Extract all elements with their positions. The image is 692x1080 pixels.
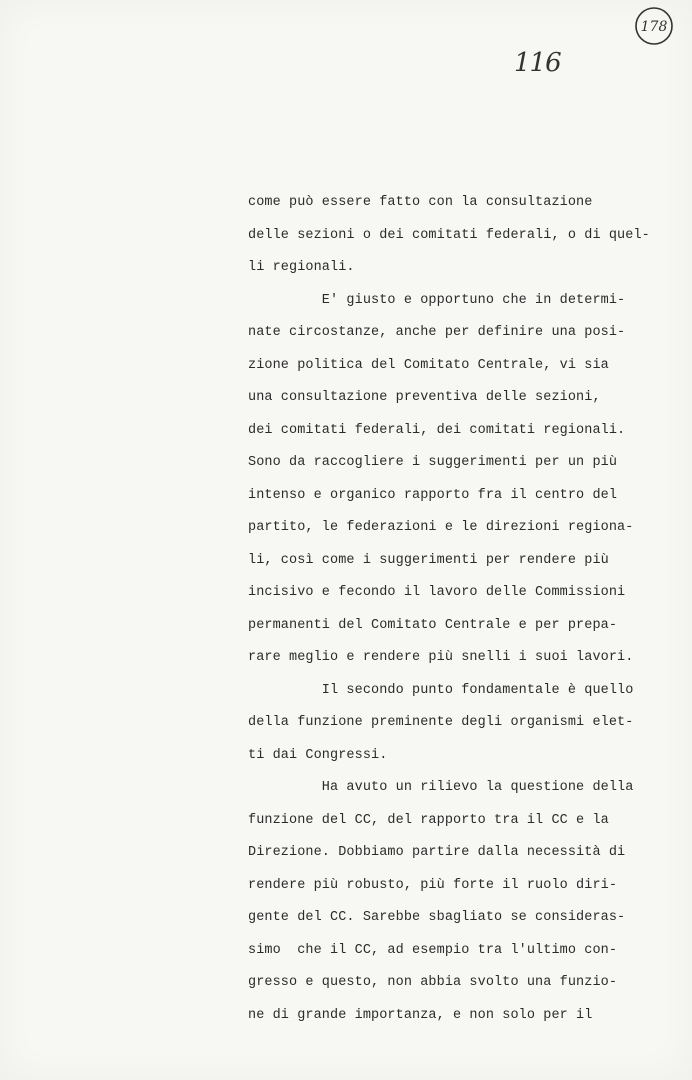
text-line: come può essere fatto con la consultazione bbox=[248, 195, 593, 210]
text-line: Ha avuto un rilievo la questione della bbox=[248, 780, 634, 795]
archive-stamp bbox=[632, 4, 676, 48]
text-line: simo che il CC, ad esempio tra l'ultimo con- bbox=[248, 942, 618, 958]
text-line: zione politica del Comitato Centrale, vi sia bbox=[248, 357, 609, 373]
text-line: E' giusto e opportuno che in determi- bbox=[248, 292, 626, 308]
handwritten-page-number: 116 bbox=[514, 48, 561, 78]
text-line: delle sezioni o dei comitati federali, o di quel- bbox=[248, 227, 650, 243]
text-line: Il secondo punto fondamentale è quello bbox=[248, 682, 634, 698]
text-line: funzione del CC, del rapporto tra il CC e la bbox=[248, 812, 609, 828]
text-line: li regionali. bbox=[248, 260, 355, 275]
stamp-number: 178 bbox=[640, 19, 668, 35]
text-line: Direzione. Dobbiamo partire dalla necessità di bbox=[248, 845, 626, 860]
text-line: della funzione preminente degli organismi elet- bbox=[248, 715, 634, 730]
text-line: intenso e organico rapporto fra il centro del bbox=[248, 487, 618, 503]
text-line: permanenti del Comitato Centrale e per prepa- bbox=[248, 617, 618, 633]
text-line: incisivo e fecondo il lavoro delle Commissioni bbox=[248, 585, 626, 600]
text-line: gente del CC. Sarebbe sbagliato se consideras- bbox=[248, 910, 626, 925]
text-line: rendere più robusto, più forte il ruolo diri- bbox=[248, 877, 618, 893]
text-line: li, così come i suggerimenti per rendere più bbox=[248, 552, 609, 568]
text-line: Sono da raccogliere i suggerimenti per un più bbox=[248, 455, 618, 470]
text-line: nate circostanze, anche per definire una posi- bbox=[248, 325, 626, 340]
text-line: dei comitati federali, dei comitati regionali. bbox=[248, 422, 626, 438]
text-line: una consultazione preventiva delle sezioni, bbox=[248, 390, 601, 405]
text-line: gresso e questo, non abbia svolto una funzio- bbox=[248, 975, 618, 990]
text-line: ne di grande importanza, e non solo per il bbox=[248, 1007, 593, 1023]
text-line: partito, le federazioni e le direzioni regiona- bbox=[248, 520, 634, 535]
body-text bbox=[248, 187, 650, 1032]
text-line: rare meglio e rendere più snelli i suoi lavori. bbox=[248, 650, 634, 665]
text-line: ti dai Congressi. bbox=[248, 747, 388, 763]
